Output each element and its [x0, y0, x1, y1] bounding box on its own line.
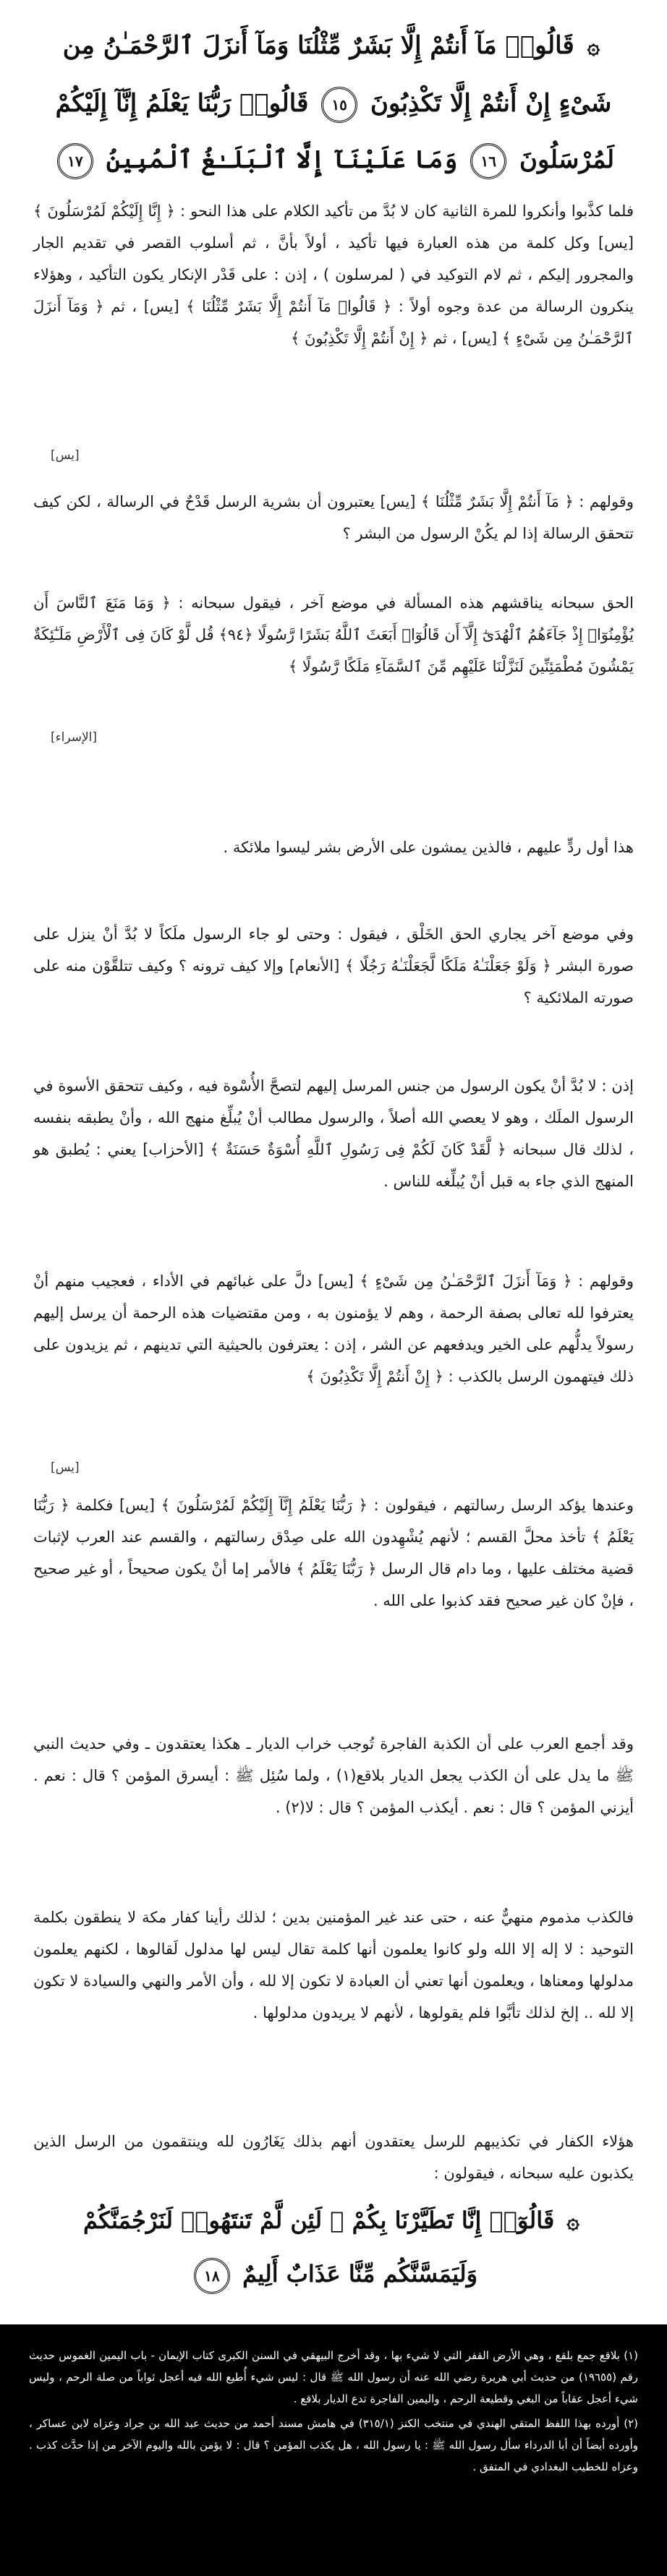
- verse-number: ١٦: [470, 143, 506, 179]
- paragraph-5: [33, 918, 634, 1014]
- paragraph-7: [33, 1265, 634, 1392]
- verse-text: لَمُرْسَلُونَ: [519, 145, 615, 174]
- paragraph-text: وعندها يؤكد الرسل رسالتهم ، فيقولون : ﴿ رَبُّنَا يَعْلَمُ إِنَّآ إِلَيْكُمْ لَمُرْسَلُونَ ﴾ [يس] فكلمة ﴿ رَبُّنَا يَعْلَمُ ﴾ تأخذ محلَّ القسم ؛ لأنهم يُشْهِدون الله على صِدْق رسالتهم ، والقسم عند العرب لإثبات قضية مختلف عليها ، وما دام قال الرسل ﴿ رَبُّنَا يَعْلَمُ ﴾ فالأمر إما أنْ يكون صحيحاً ، أو غير صحيح ، فإنْ كان غير صحيح فقد كذبوا على الله .: [33, 1497, 634, 1609]
- paragraph-text: وقولهم : ﴿ مَآ أَنتُمْ إِلَّا بَشَرٌ مِّثْلُنَا ﴾ [يس] يعتبرون أن بشرية الرسل قَدْحٌ في الرسالة ، لكن كيف تتحقق الرسالة إذا لم يكُنْ الرسول من البشر ؟: [33, 493, 634, 542]
- paragraph-6: [33, 1070, 634, 1197]
- paragraph-11: [33, 2126, 634, 2189]
- verse-line: [29, 2194, 638, 2248]
- verse-block-top: [29, 17, 638, 188]
- surah-reference: [يس]: [51, 448, 80, 463]
- paragraph-4: [33, 831, 634, 863]
- paragraph-text: هذا أول ردٍّ عليهم ، فالذين يمشون على الأرض بشر ليسوا ملائكة .: [223, 839, 634, 856]
- verse-text: قَالُوٓا۟ إِنَّا تَطَيَّرْنَا بِكُمْ ۖ لَئِن لَّمْ تَنتَهُوا۟ لَنَرْجُمَنَّكُمْ: [82, 2207, 555, 2234]
- paragraph-8: [33, 1489, 634, 1617]
- paragraph-2: [33, 486, 634, 549]
- paragraph-10: [33, 1901, 634, 2029]
- verse-line: [29, 132, 638, 188]
- footnote-2: (٢) أورده بهذا اللفظ المتقي الهندي في منتخب الكنز (٣١٥/١) في هامش مسند أحمد من حديث عبد الله بن جراد وعزاه لابن عساكر ، وأورده أيضاً أن أبا الدرداء سأل رسول الله ﷺ : يا رسول الله ، هل يكذب المؤمن ؟ قال : لا يؤمن بالله واليوم الآخر من إذا حدَّث كذب . وعزاه للخطيب البغدادي في المتفق .: [29, 2417, 638, 2473]
- verse-block-bottom: [29, 2194, 638, 2300]
- paragraph-text: وقد أجمع العرب على أن الكذبة الفاجرة تُوجب خراب الديار ـ هكذا يعتقدون ـ وفي حديث النبي ﷺ ما يدل على أن الكذب يجعل الديار بلاقع(١) ، ولما سُئِل ﷺ : أيسرق المؤمن ؟ قال : نعم . أيزني المؤمن ؟ قال : نعم . أيكذب المؤمن ؟ قال : لا(٢) .: [33, 1735, 634, 1816]
- paragraph-text: وفي موضع آخر يجاري الحق الخَلْق ، فيقول : وحتى لو جاء الرسول ملَكاً لا بُدَّ أنْ ينزل على صورة البشر ﴿ وَلَوْ جَعَلْنَـٰهُ مَلَكًا لَّجَعَلْنَـٰهُ رَجُلًا ﴾ [الأنعام] وإلا كيف ترونه ؟ وكيف تتلقَّوْن منه على صورته الملائكية ؟: [33, 925, 634, 1006]
- paragraph-text: إذن : لا بُدَّ أنْ يكون الرسول من جنس المرسل إليهم لتصحَّ الأُسْوة فيه ، وكيف تتحقق الأسوة في الرسول الملَك ، وهو لا يعصي الله أصلاً ، والرسول مطالب أنْ يُبلِّغ منهج الله ، وأنْ يطبقه بنفسه ، لذلك قال سبحانه ﴿ لَّقَدْ كَانَ لَكُمْ فِى رَسُولِ ٱللَّهِ أُسْوَةٌ حَسَنَةٌ ﴾ [الأحزاب] يعني : يُطبق هو المنهج الذي جاء به قبل أنْ يُبلِّغه للناس .: [33, 1077, 634, 1190]
- footnotes-panel: [0, 2324, 667, 2576]
- footnote-1: (١) بلاقع جمع بلقع ، وهي الأرض القفر التي لا شيء بها ، وقد أخرج البيهقي في السنن الكبرى كتاب الإيمان - باب اليمين الغموس حديث رقم (١٩٦٥٥) من حديث أبي هريرة رضي الله عنه أن رسول الله ﷺ قال : ليس شيء أُطيع الله فيه أعجل ثواباً من صلة الرحم ، وليس شيء أعجل عقاباً من البغي وقطيعة الرحم ، واليمين الفاجرة تدع الديار بلاقع .: [29, 2349, 638, 2405]
- ornament-icon: ۞: [566, 2209, 579, 2234]
- verse-text: شَىْءٍ إِنْ أَنتُمْ إِلَّا تَكْذِبُونَ: [370, 89, 612, 118]
- paragraph-1: [33, 195, 634, 354]
- paragraph-text: هؤلاء الكفار في تكذيبهم للرسل يعتقدون أنهم بذلك يَغَارُون لله وينتقمون من الرسل الذين يكذبون عليه سبحانه ، فيقولون :: [33, 2133, 634, 2182]
- paragraph-text: وقولهم : ﴿ وَمَآ أَنزَلَ ٱلرَّحْمَـٰنُ مِن شَىْءٍ ﴾ [يس] دلَّ على غبائهم في الأداء ، فعجيب منهم أنْ يعترفوا لله تعالى بصفة الرحمة ، وهم لا يؤمنون به ، ومن مقتضيات هذه الرحمة أن يرسل إليهم رسولاً يدلُّهم على الخير ويدفعهم عن الشر ، إذن : يعترفون بالحيثية التي تدينهم ، ثم يزيدون على ذلك فيتهمون الرسل بالكذب : ﴿ إِنْ أَنتُمْ إِلَّا تَكْذِبُونَ ﴾: [33, 1272, 634, 1385]
- verse-number: ١٥: [321, 87, 357, 123]
- verse-text: وَلَيَمَسَّنَّكُم مِّنَّا عَذَابٌ أَلِيمٌ: [242, 2260, 478, 2288]
- verse-text: وَمَا عَلَيْنَآ إِلَّا ٱلْبَلَـٰغُ ٱلْمُبِينُ: [106, 145, 458, 174]
- verse-number: ١٨: [194, 2258, 230, 2294]
- paragraph-text: فالكذب مذموم منهيٌّ عنه ، حتى عند غير المؤمنين بدين ؛ لذلك رأينا كفار مكة لا ينطقون بكلمة التوحيد : لا إله إلا الله ولو كانوا يعلمون أنها كلمة تقال ليس لها مدلول لَقالوها ، لكنهم يعلمون مدلولها ومعناها ، ويعلمون أنها تعني أن العبادة لا تكون إلا لله ، وأن الأمر والنهي والسيادة لا تكون إلا لله .. إلخ لذلك تأبَّوا فلم يقولوها ، لأنهم لا يريدون مدلولها .: [33, 1909, 634, 2021]
- verse-line: [29, 17, 638, 75]
- paragraph-3: [33, 587, 634, 682]
- surah-reference: [يس]: [51, 1460, 80, 1475]
- paragraph-text: فلما كذَّبوا وأنكروا للمرة الثانية كان لا بُدَّ من تأكيد الكلام على هذا النحو : ﴿ إِنَّا إِلَيْكُمْ لَمُرْسَلُونَ ﴾ [يس] وكل كلمة من هذه العبارة فيها تأكيد ، أولاً بأنَّ ، ثم أسلوب القصر في تقديم الجار والمجرور إليكم ، ثم لام التوكيد في ( لمرسلون ) ، إذن : على قَدْر الإنكار يكون التأكيد ، وهؤلاء ينكرون الرسالة من عدة وجوه أولاً : ﴿ قَالُوا۟ مَآ أَنتُمْ إِلَّا بَشَرٌ مِّثْلُنَا ﴾ [يس] ، ثم ﴿ وَمَآ أَنزَلَ ٱلرَّحْمَـٰنُ مِن شَىْءٍ ﴾ [يس] ، ثم ﴿ إِنْ أَنتُمْ إِلَّا تَكْذِبُونَ ﴾: [33, 202, 634, 347]
- verse-text: قَالُوا۟ رَبُّنَا يَعْلَمُ إِنَّآ إِلَيْكُمْ: [55, 89, 309, 118]
- surah-reference: [الإسراء]: [51, 730, 98, 745]
- ornament-icon: ۞: [587, 34, 600, 59]
- paragraph-text: الحق سبحانه يناقشهم هذه المسألة في موضع آخر ، فيقول سبحانه : ﴿ وَمَا مَنَعَ ٱلنَّاسَ أَن يُؤْمِنُوٓا۟ إِذْ جَآءَهُمُ ٱلْهُدَىٰٓ إِلَّآ أَن قَالُوٓا۟ أَبَعَثَ ٱللَّهُ بَشَرًا رَّسُولًا ﴿٩٤﴾ قُل لَّوْ كَانَ فِى ٱلْأَرْضِ مَلَـٰٓئِكَةٌ يَمْشُونَ مُطْمَئِنِّينَ لَنَزَّلْنَا عَلَيْهِم مِّنَ ٱلسَّمَآءِ مَلَكًا رَّسُولًا ﴾: [33, 594, 634, 675]
- verse-text: قَالُوا۟ مَآ أَنتُمْ إِلَّا بَشَرٌ مِّثْلُنَا وَمَآ أَنزَلَ ٱلرَّحْمَـٰنُ مِن: [62, 31, 574, 60]
- verse-number: ١٧: [57, 143, 93, 179]
- paragraph-9: [33, 1728, 634, 1823]
- verse-line: [29, 2248, 638, 2300]
- verse-line: [29, 75, 638, 132]
